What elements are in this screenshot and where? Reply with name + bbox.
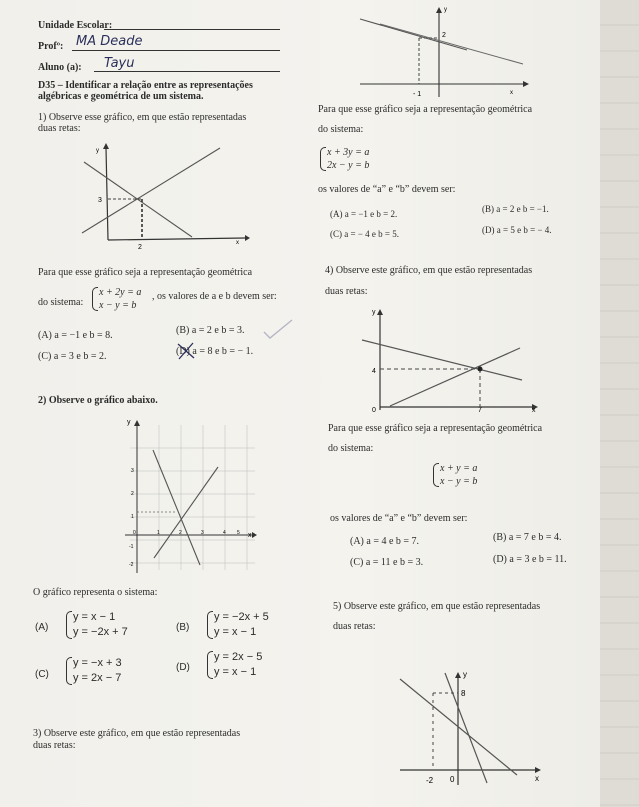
q3-option-b-text: a = 2 e b = −1.: [496, 204, 549, 214]
q2-y-axis-label: y: [127, 419, 131, 426]
q1-x-mark: 2: [138, 244, 142, 251]
q1-option-a[interactable]: [38, 330, 113, 342]
q4-option-d[interactable]: [493, 554, 567, 566]
aluno-handwritten: Tayu: [104, 56, 135, 71]
q2-x-axis-label: x: [248, 532, 252, 539]
q3-x-mark: - 1: [413, 91, 422, 98]
q2-y-tick-neg1: -1: [129, 544, 134, 550]
q3-y-mark: 2: [442, 32, 446, 39]
q1-prompt-suffix: , os valores de a e b devem ser:: [152, 291, 277, 302]
q2-question: O gráfico representa o sistema:: [33, 587, 158, 598]
q2-option-c-letter[interactable]: (C): [35, 669, 49, 680]
q3-y-axis-label: y: [444, 7, 447, 13]
q4-option-a[interactable]: [350, 536, 419, 548]
q4-intro-line-1: 4) Observe este gráfico, em que estão representadas: [325, 265, 533, 276]
q2-option-b-eq-1: y = −2x + 5: [214, 611, 269, 623]
q2-x-tick-3: 3: [201, 530, 204, 536]
q5-x-axis-label: x: [535, 774, 539, 783]
q1-x-axis-label: x: [236, 240, 239, 246]
q4-system-eq-2: x − y = b: [440, 476, 478, 487]
q4-option-c-letter: (C): [350, 557, 364, 568]
descritor-line-1: D35 – Identificar a relação entre as representações: [38, 80, 253, 91]
q2-option-a-eq-1: y = x − 1: [73, 611, 116, 623]
q2-intro-text: 2) Observe o gráfico abaixo.: [38, 395, 158, 406]
q4-prompt-line-2: do sistema:: [328, 443, 374, 454]
q3-option-c-text: a = − 4 e b = 5.: [344, 229, 399, 239]
q2-intro: [38, 395, 158, 407]
q2-x-tick-2: 2: [179, 530, 182, 536]
q1-option-d-letter: (D): [176, 346, 190, 357]
q4-option-d-text: a = 3 e b = 11.: [509, 554, 567, 565]
q3-values-prompt: os valores de “a” e “b” devem ser:: [318, 184, 456, 195]
q4-x-axis-label: x: [532, 407, 536, 414]
q3-system-eq-2: 2x − y = b: [327, 160, 370, 171]
q1-system: [92, 286, 141, 312]
q4-line-rising: [390, 348, 520, 406]
q2-option-d-eq-1: y = 2x − 5: [214, 651, 263, 663]
q2-y-tick-2: 2: [131, 491, 134, 497]
q2-option-b-letter[interactable]: (B): [176, 622, 190, 633]
q1-y-axis-label: y: [96, 148, 99, 154]
q3-option-b[interactable]: [482, 203, 549, 215]
q1-prompt-line-1: Para que esse gráfico seja a representação geométrica: [38, 267, 253, 278]
cross-mark-icon: [175, 341, 197, 361]
q1-option-a-text: a = −1 e b = 8.: [54, 330, 113, 341]
q3-option-d[interactable]: [482, 224, 551, 236]
q1-option-d-text: a = 8 e b = − 1.: [192, 346, 254, 357]
q4-option-b-letter: (B): [493, 532, 507, 543]
q2-x-tick-1: 1: [157, 530, 160, 536]
q4-system: [433, 462, 477, 488]
aluno-label: Aluno (a):: [38, 62, 82, 73]
q4-intro-line-2: duas retas:: [325, 286, 368, 297]
q2-x-tick-0: 0: [133, 530, 136, 536]
q3-line-shallow: [380, 24, 523, 64]
escola-line: [104, 29, 280, 30]
q1-option-b-text: a = 2 e b = 3.: [191, 325, 245, 336]
q2-x-tick-4: 4: [223, 530, 226, 536]
q4-y-mark: 4: [372, 368, 376, 375]
q5-y-axis-label: y: [463, 670, 467, 679]
q4-origin-label: 0: [372, 407, 376, 414]
q2-option-b-system[interactable]: [207, 610, 269, 640]
prof-handwritten: MA Deade: [76, 34, 143, 49]
q4-option-b-text: a = 7 e b = 4.: [508, 532, 562, 543]
q2-option-d-eq-2: y = x − 1: [214, 666, 257, 678]
q4-option-d-letter: (D): [493, 554, 507, 565]
q5-intro-line-2: duas retas:: [333, 621, 376, 632]
q1-graph: [80, 140, 250, 255]
q1-option-a-letter: (A): [38, 330, 52, 341]
q2-y-tick-3: 3: [131, 468, 134, 474]
q3-option-a[interactable]: [330, 208, 397, 220]
q4-y-axis-label: y: [372, 309, 376, 316]
q5-origin-label: 0: [450, 775, 455, 784]
q2-graph: [120, 415, 260, 575]
q3-graph: [355, 2, 535, 102]
q2-option-a-letter[interactable]: (A): [35, 622, 49, 633]
q1-option-b[interactable]: [176, 325, 245, 337]
q4-intersection-point: [478, 367, 483, 372]
escola-label: Unidade Escolar:: [38, 20, 113, 31]
q3-intro-line-2: duas retas:: [33, 740, 76, 751]
q1-system-eq-2: x − y = b: [99, 300, 137, 311]
q3-prompt-line-1: Para que esse gráfico seja a representação geométrica: [318, 104, 533, 115]
q1-line-rising: [82, 148, 220, 233]
q2-option-c-eq-1: y = −x + 3: [73, 657, 122, 669]
q3-option-a-letter: (A): [330, 209, 343, 219]
descritor-line-2: algébricas e geométrica de um sistema.: [38, 91, 204, 102]
q2-line-falling: [153, 450, 200, 565]
q3-system-eq-1: x + 3y = a: [327, 147, 370, 158]
q1-y-mark: 3: [98, 197, 102, 204]
notebook-page-edge: [600, 0, 639, 807]
q4-system-eq-1: x + y = a: [440, 463, 478, 474]
q3-option-d-letter: (D): [482, 225, 495, 235]
q2-option-d-letter[interactable]: (D): [176, 662, 190, 673]
q1-option-c-text: a = 3 e b = 2.: [53, 351, 107, 362]
q2-y-tick-1: 1: [131, 514, 134, 520]
q4-line-falling: [362, 340, 522, 380]
q5-line-steep: [445, 673, 487, 783]
q3-prompt-line-2: do sistema:: [318, 124, 364, 135]
q3-option-b-letter: (B): [482, 204, 494, 214]
q2-option-a-system[interactable]: [66, 610, 128, 640]
q2-x-tick-5: 5: [237, 530, 240, 536]
q3-option-c[interactable]: [330, 228, 399, 240]
q5-x-mark: -2: [426, 776, 434, 785]
q3-intro-line-1: 3) Observe este gráfico, em que estão representadas: [33, 728, 241, 739]
q4-option-c-text: a = 11 e b = 3.: [365, 557, 424, 568]
q2-option-a-eq-2: y = −2x + 7: [73, 626, 128, 638]
prof-line: [72, 50, 280, 51]
q2-option-c-system[interactable]: [66, 656, 122, 686]
q4-values-prompt: os valores de “a” e “b” devem ser:: [330, 513, 468, 524]
q4-option-a-text: a = 4 e b = 7.: [366, 536, 420, 547]
q1-system-eq-1: x + 2y = a: [99, 287, 142, 298]
q2-option-d-system[interactable]: [207, 650, 262, 680]
q2-option-c-eq-2: y = 2x − 7: [73, 672, 122, 684]
q3-line-steep: [360, 19, 467, 50]
q1-option-c[interactable]: [38, 351, 107, 363]
q1-intro-line-1: 1) Observe esse gráfico, em que estão representadas: [38, 112, 247, 123]
q4-option-a-letter: (A): [350, 536, 364, 547]
q2-y-tick-neg2: -2: [129, 562, 134, 568]
q5-y-mark: 8: [461, 689, 466, 698]
q4-option-b[interactable]: [493, 532, 562, 544]
prof-label: Profº:: [38, 41, 64, 52]
q1-option-b-letter: (B): [176, 325, 190, 336]
q4-graph: [360, 300, 550, 420]
q3-system: [320, 146, 369, 172]
q3-x-axis-label: x: [510, 90, 513, 96]
q5-intro-line-1: 5) Observe este gráfico, em que estão representadas: [333, 601, 541, 612]
aluno-line: [94, 71, 280, 72]
q3-option-c-letter: (C): [330, 229, 342, 239]
q2-option-b-eq-2: y = x − 1: [214, 626, 257, 638]
q4-x-mark: 7: [478, 407, 482, 414]
check-mark-icon: [262, 318, 294, 340]
q4-option-c[interactable]: [350, 557, 423, 569]
q2-line-rising: [154, 467, 218, 558]
q4-prompt-line-1: Para que esse gráfico seja a representação geométrica: [328, 423, 543, 434]
q1-option-c-letter: (C): [38, 351, 52, 362]
q1-prompt-prefix: do sistema:: [38, 297, 84, 308]
q3-option-a-text: a = −1 e b = 2.: [344, 209, 398, 219]
q3-option-d-text: a = 5 e b = − 4.: [496, 225, 552, 235]
q5-graph: [395, 665, 555, 800]
q1-intro-line-2: duas retas:: [38, 123, 81, 134]
